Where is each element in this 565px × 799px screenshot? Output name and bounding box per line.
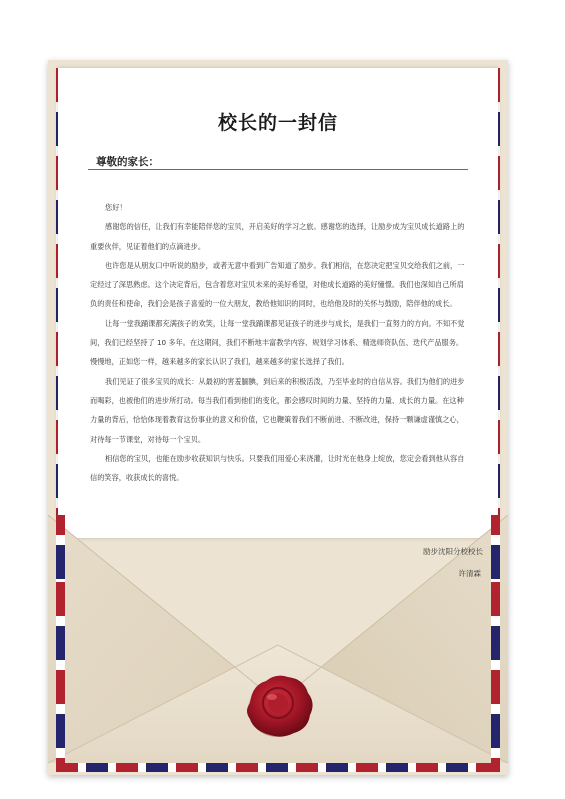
paragraph-5: 相信您的宝贝，也能在励步收获知识与快乐。只要我们用爱心来浇灌，让时光在他身上绽放，您定会看到他从容自信的笑容，收获成长的喜悦。 (90, 453, 465, 483)
signature-name: 许清霖 (458, 569, 481, 578)
letter-body (90, 198, 466, 487)
paragraph-2: 也许您是从朋友口中听说的励步，或者无意中看到广告知道了励步。我们相信，在您决定把宝贝交给我们之前，一定经过了深思熟虑。这个决定背后，包含着您对宝贝未来的美好希望，对他成长道路的美好憧憬。我们也深知自己所肩负的责任和使命，我们会是孩子喜爱的一位大朋友，教给他知识的同时，也给他及时的关怀与鼓励，陪伴他的成长。 (90, 260, 465, 309)
paragraph-1: 感谢您的信任，让我们有幸能陪伴您的宝贝，开启美好的学习之旅。感谢您的选择，让励步成为宝贝成长道路上的重要伙伴，见证着他们的点滴进步。 (90, 222, 465, 251)
paragraph-4: 我们见证了很多宝贝的成长：从最初的害羞腼腆，到后来的积极活泼，乃至毕业时的自信从容。我们为他们的进步而喝彩，也被他们的进步所打动。每当我们看到他们的变化，都会感叹时间的力量、坚持的力量、成长的力量。在这种力量的背后，恰恰体现着教育这份事业的意义和价值，它也鞭策着我们不断前进、不断改进，保持一颗谦虚谨慎之心，对待每一节课堂，对待每一个宝贝。 (90, 376, 465, 444)
salutation: 尊敬的家长： (96, 156, 159, 168)
signature-school: 励步沈阳分校校长 (423, 547, 483, 556)
paragraph-greeting: 您好！ (105, 203, 127, 212)
airmail-stripe-left-front (56, 515, 65, 772)
paragraph-3: 让每一堂我踊课都充满孩子的欢笑，让每一堂我踊课都见证孩子的进步与成长，是我们一直努力的方向。不知不觉间，我们已经坚持了 10 多年。在这期间，我们不断地丰富教学内容、规划学习体系、精选师资队伍、迭代产品服务。慢慢地，正如您一样，越来越多的家长认识了我们，越来越多的家长选择了我们。 (90, 318, 465, 367)
airmail-stripe-right-front (491, 515, 500, 772)
letter-title: 校长的一封信 (217, 112, 338, 134)
letter-sheet (58, 68, 498, 538)
salutation-underline (88, 169, 468, 170)
